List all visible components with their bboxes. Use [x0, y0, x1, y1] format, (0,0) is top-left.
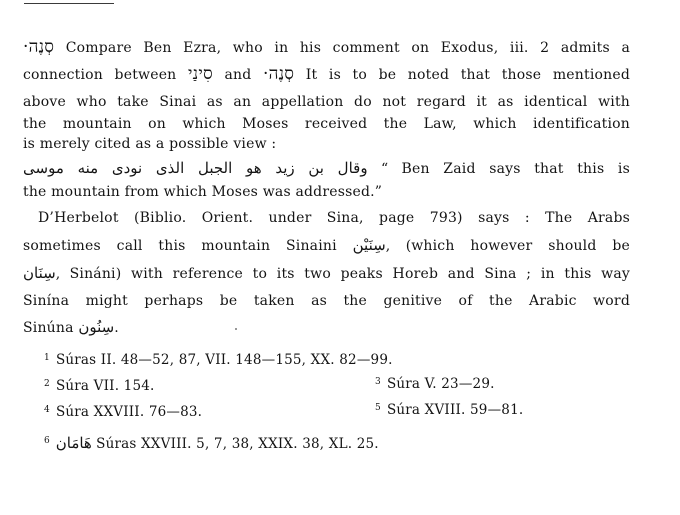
p1-line-2 [23, 64, 630, 85]
p2-line-3 [23, 263, 630, 284]
footnote-2 [44, 376, 155, 396]
p1-line-2-a: connection between [23, 67, 188, 83]
p1-line-2-b: and [212, 67, 263, 83]
arabic-haman: هَامَان [55, 434, 92, 452]
arabic-sinuna: سِنُون [78, 318, 115, 336]
footnote-number: 4 [44, 405, 50, 415]
p1-line-3: above who take Sinai as an appellation do not regard it as identical with [23, 94, 630, 110]
p1-line-5: is merely cited as a possible view : [23, 136, 277, 152]
hebrew-sinai: סִינַי [187, 64, 213, 84]
footnote-number: 3 [375, 377, 381, 387]
arabic-quote: وقال بن زيد هو الجبل الذى نودى منه موسى [23, 159, 368, 177]
footnote-5 [375, 400, 523, 420]
hebrew-seneh: סְנֶה· [23, 37, 55, 57]
footnote-text: Súras II. 48—52, 87, VII. 148—155, XX. 82—99. [55, 352, 393, 368]
footnote-text: Súra VII. 154. [55, 378, 155, 394]
p2-line-5 [23, 317, 119, 338]
p1-line-6-text: “ Ben Zaid says that this is [367, 161, 630, 177]
p1-line-2-c: It is to be noted that those mentioned [294, 67, 630, 83]
hebrew-seneh-2: סְנֶה· [263, 64, 295, 84]
footnote-1 [44, 350, 393, 370]
p1-line-7: the mountain from which Moses was addressed.” [23, 184, 383, 200]
p2-line-4: Sinína might perhaps be taken as the genitive of the Arabic word [23, 293, 630, 309]
p2-line-1: D’Herbelot (Biblio. Orient. under Sina, page 793) says : The Arabs [38, 210, 630, 226]
stray-dot [235, 328, 237, 330]
p2-line-2-a: sometimes call this mountain Sinaini [23, 238, 353, 254]
footnote-text: Súras XXVIII. 5, 7, 38, XXIX. 38, XL. 25. [91, 436, 379, 452]
p2-line-3-text: , Sináni) with reference to its two peaks Horeb and Sina ; in this way [55, 266, 630, 282]
footnote-number: 5 [375, 403, 381, 413]
p2-line-5-a: Sinúna [23, 320, 79, 336]
arabic-sinaini: سِنَيْن [352, 236, 386, 254]
top-rule [24, 3, 114, 4]
footnote-number: 1 [44, 353, 50, 363]
footnote-3 [375, 374, 495, 394]
p1-line-1-text: Compare Ben Ezra, who in his comment on Exodus, iii. 2 admits a [54, 40, 630, 56]
footnote-number: 6 [44, 436, 50, 446]
p1-line-6 [23, 158, 630, 179]
p2-line-2 [23, 235, 630, 256]
p2-line-5-b: . [114, 320, 119, 336]
footnote-4 [44, 402, 202, 422]
p2-line-2-b: , (which however should be [385, 238, 630, 254]
footnote-number: 2 [44, 379, 50, 389]
footnote-text: Súra V. 23—29. [386, 376, 495, 392]
arabic-sinani: سِنَان [23, 264, 56, 282]
footnote-text: Súra XXVIII. 76—83. [55, 404, 203, 420]
footnote-6 [44, 433, 379, 454]
p1-line-4: the mountain on which Moses received the Law, which identification [23, 116, 630, 132]
footnote-text: Súra XVIII. 59—81. [386, 402, 524, 418]
p1-line-1 [23, 37, 630, 58]
